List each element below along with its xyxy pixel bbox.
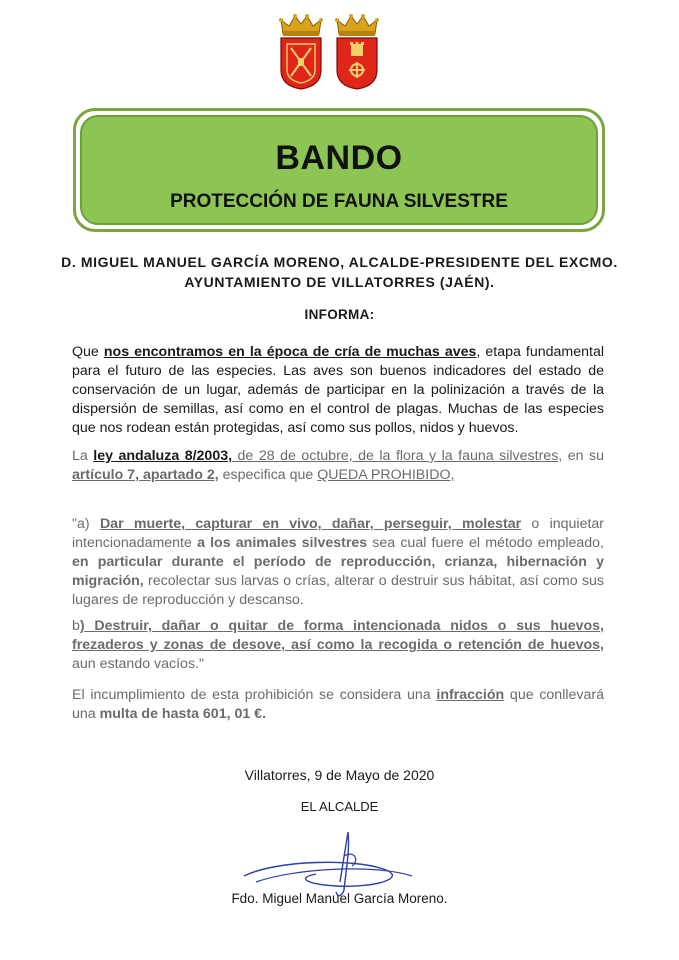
header-panel xyxy=(80,115,598,225)
p1-emphasis: nos encontramos en la época de cría de muchas aves xyxy=(103,344,477,360)
issuer-line-2: AYUNTAMIENTO DE VILLATORRES (JAÉN). xyxy=(184,274,495,290)
p3-text-c: sea cual fuere el método empleado, xyxy=(367,535,604,551)
coat-of-arms-left-icon xyxy=(277,12,325,90)
p4-text-a: b xyxy=(72,618,80,634)
p2-prohibited: QUEDA PROHIBIDO, xyxy=(317,467,455,483)
p4-text-b: aun estando vacíos." xyxy=(72,656,205,672)
p3-text-d: recolectar sus larvas o crías, alterar o destruir sus hábitat, así como sus lugares de reproducción y descanso. xyxy=(72,573,604,608)
p2-text-b: , en su xyxy=(558,448,604,464)
paragraph-item-a xyxy=(72,515,604,610)
p2-article: artículo 7, apartado 2, xyxy=(72,467,219,483)
paragraph-item-b xyxy=(72,617,604,674)
p5-infraction: infracción xyxy=(436,687,505,703)
signed-by: Fdo. Miguel Manuel García Moreno. xyxy=(231,891,448,906)
place-and-date: Villatorres, 9 de Mayo de 2020 xyxy=(244,767,435,783)
paragraph-penalty xyxy=(72,686,604,724)
p5-text-a: El incumplimiento de esta prohibición se considera una xyxy=(72,687,437,703)
p3-animals: a los animales silvestres xyxy=(197,535,368,551)
informa-heading: INFORMA: xyxy=(304,307,375,322)
p3-text-a: "a) xyxy=(72,516,100,532)
p3-periods: en particular durante el período de reproducción, crianza, hibernación y migración, xyxy=(72,554,604,589)
document-subtitle: PROTECCIÓN DE FAUNA SILVESTRE xyxy=(170,191,508,212)
p2-law-name: ley andaluza 8/2003, xyxy=(93,448,233,464)
p3-actions: Dar muerte, capturar en vivo, dañar, perseguir, molestar xyxy=(99,516,522,532)
p1-text-b: , etapa fundamental para el futuro de las especies. Las aves son buenos indicadores del estado de conservación de un lugar, además de participar en la polinización a través de la dispersión de semillas, así como en el control de plagas. Muchas de las especies que nos rodean están protegidas, así como sus pollos, nidos y huevos. xyxy=(72,344,605,436)
document-title: BANDO xyxy=(275,139,403,177)
p3-text-b: o inquietar intencionadamente xyxy=(72,516,605,551)
signer-role: EL ALCALDE xyxy=(300,799,379,814)
p2-text-c: especifica que xyxy=(218,467,318,483)
p2-law-date: de 28 de octubre, de la flora y la fauna silvestres xyxy=(232,448,559,464)
p5-fine: multa de hasta 601, 01 €. xyxy=(99,706,267,722)
p4-destroy: ) Destruir, dañar o quitar de forma intencionada nidos o sus huevos, frezaderos y zonas de desove, así como la recogida o retención de huevos, xyxy=(72,618,604,653)
header-box xyxy=(73,108,605,232)
issuer-line-1: D. MIGUEL MANUEL GARCÍA MORENO, ALCALDE-PRESIDENTE DEL EXCMO. xyxy=(61,254,618,270)
p2-text-a: La xyxy=(72,448,94,464)
coat-of-arms-right-icon xyxy=(333,12,381,90)
paragraph-breeding-season xyxy=(72,343,604,438)
p1-text-a: Que xyxy=(72,344,104,360)
p5-text-b: que conllevará una xyxy=(72,687,604,722)
handwritten-signature xyxy=(236,820,436,900)
paragraph-law-reference xyxy=(72,447,604,485)
